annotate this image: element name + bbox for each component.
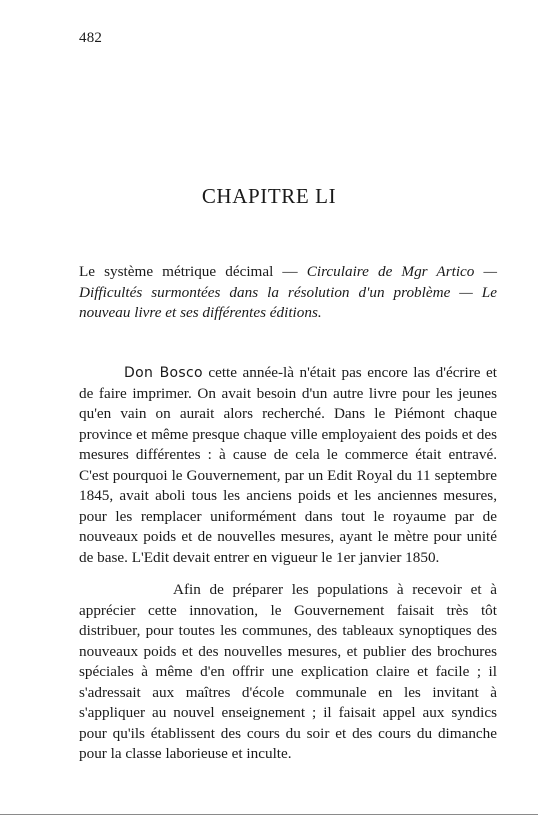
summary-italic: Circulaire de Mgr Artico — Difficultés surmontées dans la résolution d'un problème — Le nouveau livre et ses différentes éditions. bbox=[79, 263, 497, 321]
chapter-title: CHAPITRE LI bbox=[201, 184, 337, 208]
page-number: 482 bbox=[79, 30, 103, 46]
page-bottom-edge bbox=[0, 814, 538, 815]
summary-lead: Le système métrique décimal — bbox=[79, 263, 307, 280]
paragraph-1-lead: Don Bosco bbox=[124, 365, 203, 381]
paragraph-1 bbox=[79, 363, 497, 568]
paragraph-2-text: Afin de préparer les populations à recevoir et à apprécier cette innovation, le Gouvernement faisait très tôt distribuer, pour toutes les communes, des tableaux synoptiques des nouveaux poids et des nouvelles mesures, et publier des brochures spéciales à même d'en offrir une explication claire et facile ; il s'adressait aux maîtres d'école communale en les invitant à s'appliquer au nouvel enseignement ; il faisait appel aux syndics pour qu'ils établissent des cours du soir et des cours du dimanche pour la classe laborieuse et inculte. bbox=[79, 581, 497, 762]
paragraph-1-text: cette année-là n'était pas encore las d'écrire et de faire imprimer. On avait besoin d'un autre livre pour les jeunes qu'en vain on aurait alors recherché. Dans le Piémont chaque province et même presque chaque ville employaient des poids et des mesures différentes : à cause de cela le commerce était entravé. C'est pourquoi le Gouvernement, par un Edit Royal du 11 septembre 1845, avait aboli tous les anciens poids et les anciennes mesures, pour les remplacer uniformément dans tout le royaume par de nouveaux poids et de nouvelles mesures, ayant le mètre pour unité de base. L'Edit devait entrer en vigueur le 1er janvier 1850. bbox=[79, 364, 497, 566]
chapter-summary bbox=[79, 262, 497, 324]
paragraph-2 bbox=[79, 580, 497, 765]
